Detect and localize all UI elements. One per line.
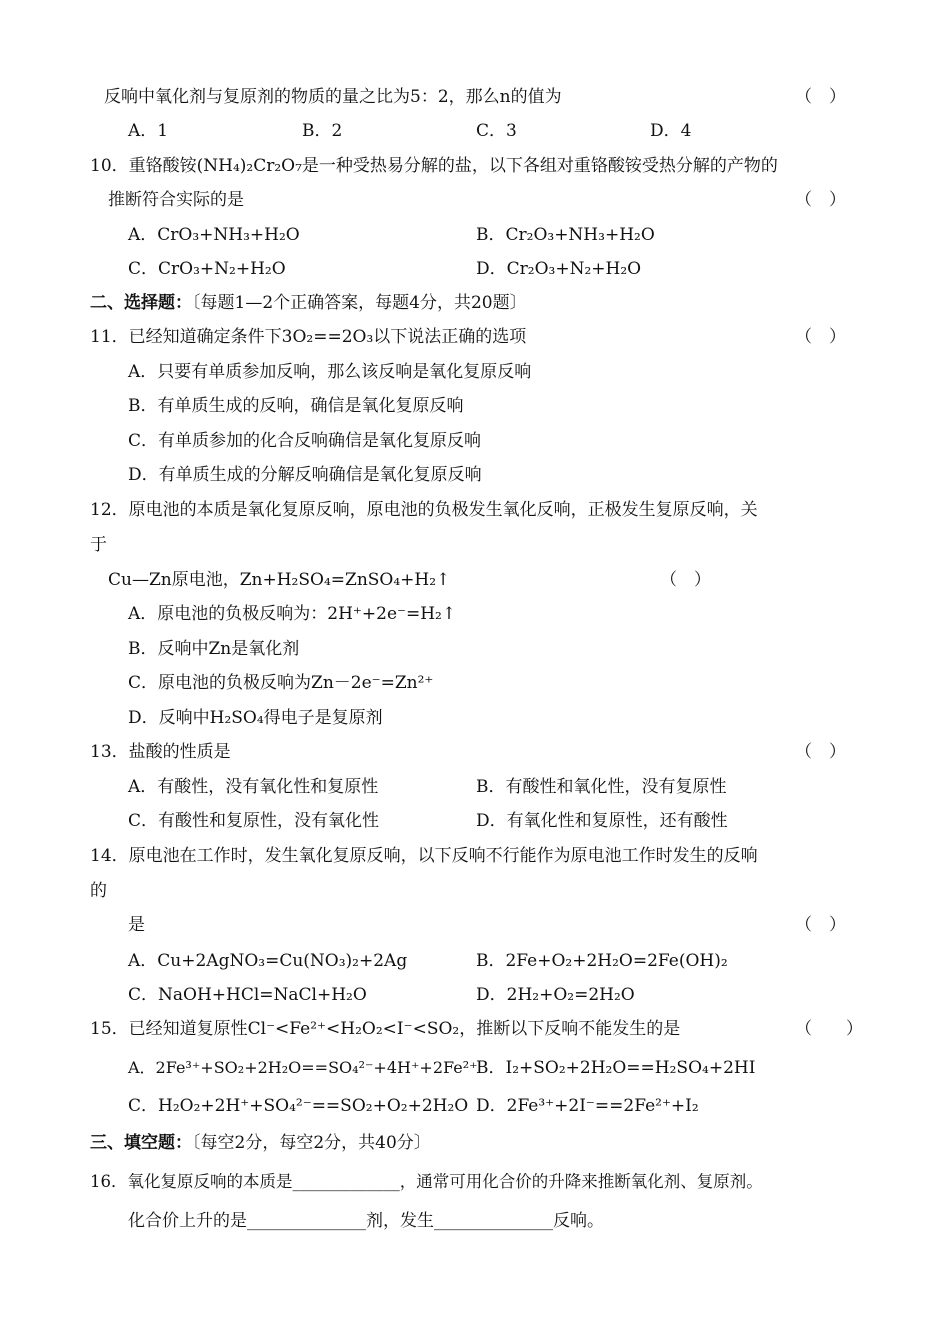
q12-option-d: D．反响中H₂SO₄得电子是复原剂 xyxy=(128,708,383,728)
q9-option-a: A．1 xyxy=(128,121,169,141)
q15-bracket: （ ） xyxy=(795,1019,863,1039)
section-2-note: 〔每题1—2个正确答案，每题4分，共20题〕 xyxy=(192,293,527,313)
q10-stem-cont: 推断符合实际的是 xyxy=(108,190,244,210)
q12-option-a: A．原电池的负极反响为：2H⁺+2e⁻=H₂↑ xyxy=(128,604,457,624)
q12-stem-formula: Cu—Zn原电池，Zn+H₂SO₄=ZnSO₄+H₂↑ xyxy=(108,570,451,590)
q10-option-c: C．CrO₃+N₂+H₂O xyxy=(128,259,286,279)
q9-option-b: B．2 xyxy=(302,121,343,141)
q14-option-d: D．2H₂+O₂=2H₂O xyxy=(476,985,635,1005)
q14-option-c: C．NaOH+HCl=NaCl+H₂O xyxy=(128,985,367,1005)
q14-option-b: B．2Fe+O₂+2H₂O=2Fe(OH)₂ xyxy=(476,951,728,971)
q15-option-a: A．2Fe³⁺+SO₂+2H₂O==SO₄²⁻+4H⁺+2Fe²⁺ xyxy=(128,1058,478,1077)
q16-line-2: 化合价上升的是______________剂，发生______________反响。 xyxy=(128,1211,604,1231)
q12-stem-cont: 于 xyxy=(90,535,107,555)
q13-option-c: C．有酸性和复原性，没有氧化性 xyxy=(128,811,380,831)
section-3-heading xyxy=(90,1132,431,1154)
q11-option-b: B．有单质生成的反响，确信是氧化复原反响 xyxy=(128,396,464,416)
q10-bracket: （ ） xyxy=(795,190,846,210)
section-3-note: 〔每空2分，每空2分，共40分〕 xyxy=(192,1133,431,1153)
q10-option-a: A．CrO₃+NH₃+H₂O xyxy=(128,225,300,245)
q14-stem: 14．原电池在工作时，发生氧化复原反响，以下反响不行能作为原电池工作时发生的反响 xyxy=(90,846,758,866)
q12-bracket: （ ） xyxy=(660,570,711,590)
q13-stem: 13．盐酸的性质是 xyxy=(90,742,231,762)
q14-stem-end: 是 xyxy=(128,915,145,935)
q15-option-c: C．H₂O₂+2H⁺+SO₄²⁻==SO₂+O₂+2H₂O xyxy=(128,1096,469,1116)
q13-option-b: B．有酸性和氧化性，没有复原性 xyxy=(476,777,727,797)
q9-option-c: C．3 xyxy=(476,121,517,141)
q16-line-1: 16．氧化复原反响的本质是_____________，通常可用化合价的升降来推断氧化剂、复原剂。 xyxy=(90,1172,763,1191)
section-2-title: 二、选择题： xyxy=(90,293,192,313)
q13-bracket: （ ） xyxy=(795,742,846,762)
q9-bracket: （ ） xyxy=(795,87,846,107)
q11-option-a: A．只要有单质参加反响，那么该反响是氧化复原反响 xyxy=(128,362,532,382)
q11-stem: 11．已经知道确定条件下3O₂==2O₃以下说法正确的选项 xyxy=(90,327,527,347)
q12-option-b: B．反响中Zn是氧化剂 xyxy=(128,639,300,659)
q10-stem: 10．重铬酸铵(NH₄)₂Cr₂O₇是一种受热易分解的盐，以下各组对重铬酸铵受热分解的产物的 xyxy=(90,156,778,176)
q15-option-b: B．I₂+SO₂+2H₂O==H₂SO₄+2HI xyxy=(476,1058,756,1078)
q14-option-a: A．Cu+2AgNO₃=Cu(NO₃)₂+2Ag xyxy=(128,951,408,971)
q15-option-d: D．2Fe³⁺+2I⁻==2Fe²⁺+I₂ xyxy=(476,1096,699,1116)
q15-stem: 15．已经知道复原性Cl⁻<Fe²⁺<H₂O₂<I⁻<SO₂，推断以下反响不能发生的是 xyxy=(90,1019,681,1039)
q11-bracket: （ ） xyxy=(795,327,846,347)
q9-stem: 反响中氧化剂与复原剂的物质的量之比为5：2，那么n的值为 xyxy=(104,87,562,107)
q12-option-c: C．原电池的负极反响为Zn－2e⁻=Zn²⁺ xyxy=(128,673,434,693)
q14-stem-cont: 的 xyxy=(90,881,107,901)
q12-stem: 12．原电池的本质是氧化复原反响，原电池的负极发生氧化反响，正极发生复原反响，关 xyxy=(90,500,758,520)
q13-option-d: D．有氧化性和复原性，还有酸性 xyxy=(476,811,728,831)
q10-option-d: D．Cr₂O₃+N₂+H₂O xyxy=(476,259,642,279)
q11-option-d: D．有单质生成的分解反响确信是氧化复原反响 xyxy=(128,465,482,485)
q11-option-c: C．有单质参加的化合反响确信是氧化复原反响 xyxy=(128,431,482,451)
q10-option-b: B．Cr₂O₃+NH₃+H₂O xyxy=(476,225,655,245)
q14-bracket: （ ） xyxy=(795,915,846,935)
q9-option-d: D．4 xyxy=(650,121,692,141)
section-3-title: 三、填空题： xyxy=(90,1133,192,1153)
section-2-heading xyxy=(90,292,527,314)
q13-option-a: A．有酸性，没有氧化性和复原性 xyxy=(128,777,379,797)
